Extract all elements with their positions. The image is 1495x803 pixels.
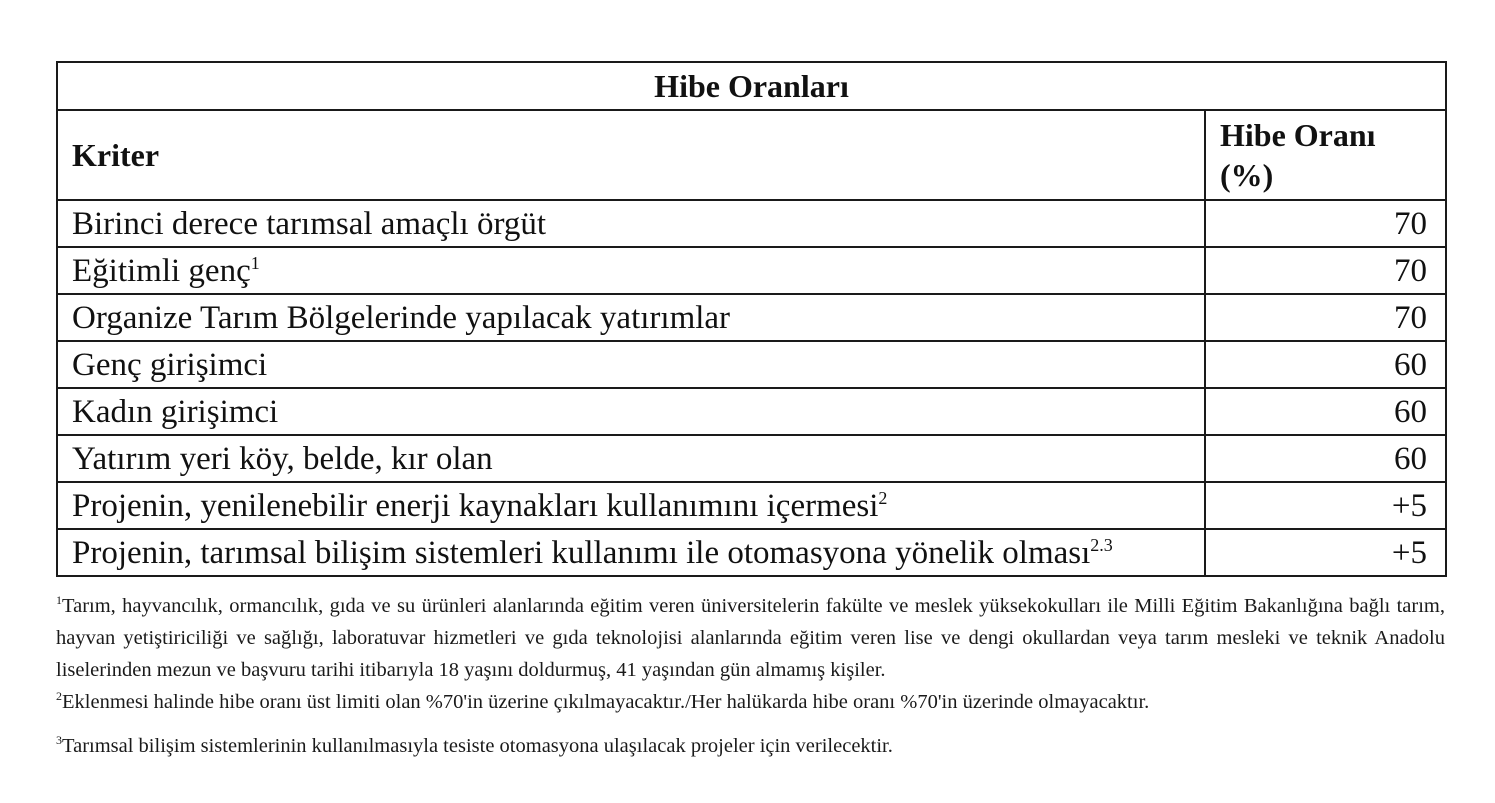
row-criterion — [57, 435, 1205, 482]
table-row — [57, 341, 1446, 388]
table-row — [57, 529, 1446, 576]
row-rate: 60 — [1205, 341, 1446, 388]
row-rate: 60 — [1205, 388, 1446, 435]
footnote-marker: 1 — [250, 252, 260, 273]
footnote-marker: 2 — [878, 487, 888, 508]
row-criterion — [57, 341, 1205, 388]
row-rate: 70 — [1205, 294, 1446, 341]
row-rate: 60 — [1205, 435, 1446, 482]
criterion-text: Eğitimli genç — [72, 252, 251, 289]
column-header-rate — [1205, 110, 1446, 200]
table-row — [57, 247, 1446, 294]
row-criterion — [57, 529, 1205, 576]
criterion-text: Birinci derece tarımsal amaçlı örgüt — [72, 205, 547, 242]
footnote-3 — [56, 730, 1445, 762]
row-rate: 70 — [1205, 200, 1446, 247]
table-title: Hibe Oranları — [57, 62, 1446, 110]
criterion-text: Yatırım yeri köy, belde, kır olan — [72, 440, 493, 477]
row-criterion — [57, 482, 1205, 529]
footnote-text: Tarımsal bilişim sistemlerinin kullanılmasıyla tesiste otomasyona ulaşılacak projeler için verilecektir. — [62, 735, 893, 757]
table-row — [57, 294, 1446, 341]
footnote-mark: 2 — [56, 689, 62, 704]
table-row — [57, 435, 1446, 482]
footnote-mark: 1 — [56, 593, 62, 608]
criterion-text: Projenin, yenilenebilir enerji kaynakları kullanımını içermesi — [72, 487, 879, 524]
footnote-text: Eklenmesi halinde hibe oranı üst limiti olan %70'in üzerine çıkılmayacaktır./Her halükarda hibe oranı %70'in üzerinde olmayacaktır. — [62, 691, 1150, 713]
column-header-rate-line2: (%) — [1220, 157, 1274, 193]
table-header-row — [57, 110, 1446, 200]
row-criterion — [57, 388, 1205, 435]
table-title-row — [57, 62, 1446, 110]
row-rate: +5 — [1205, 482, 1446, 529]
criterion-text: Kadın girişimci — [72, 393, 279, 430]
footnote-2 — [56, 686, 1445, 718]
criterion-text: Organize Tarım Bölgelerinde yapılacak yatırımlar — [72, 299, 731, 336]
table-row — [57, 482, 1446, 529]
table-row — [57, 200, 1446, 247]
table-row — [57, 388, 1446, 435]
footnote-mark: 3 — [56, 733, 62, 748]
row-criterion — [57, 200, 1205, 247]
column-header-criterion: Kriter — [57, 110, 1205, 200]
criterion-text: Projenin, tarımsal bilişim sistemleri kullanımı ile otomasyona yönelik olması — [72, 534, 1091, 571]
row-criterion — [57, 247, 1205, 294]
row-rate: 70 — [1205, 247, 1446, 294]
footnote-1 — [56, 590, 1445, 686]
grant-rates-table-container — [56, 61, 1445, 577]
footnote-marker: 2.3 — [1090, 534, 1113, 555]
criterion-text: Genç girişimci — [72, 346, 268, 383]
footnotes-section — [56, 590, 1445, 762]
row-rate: +5 — [1205, 529, 1446, 576]
footnote-text: Tarım, hayvancılık, ormancılık, gıda ve su ürünleri alanlarında eğitim veren üniversitelerin fakülte ve meslek yüksekokulları ile Milli Eğitim Bakanlığına bağlı tarım, hayvan yetiştiriciliği ve sağlığı, laboratuvar hizmetleri ve gıda teknolojisi alanlarında eğitim veren lise ve dengi okullardan veya tarım mesleki ve teknik Anadolu liselerinden mezun ve başvuru tarihi itibarıyla 18 yaşını doldurmuş, 41 yaşından gün almamış kişiler. — [56, 595, 1445, 681]
column-header-rate-line1: Hibe Oranı — [1220, 117, 1376, 153]
row-criterion — [57, 294, 1205, 341]
grant-rates-table — [56, 61, 1447, 577]
